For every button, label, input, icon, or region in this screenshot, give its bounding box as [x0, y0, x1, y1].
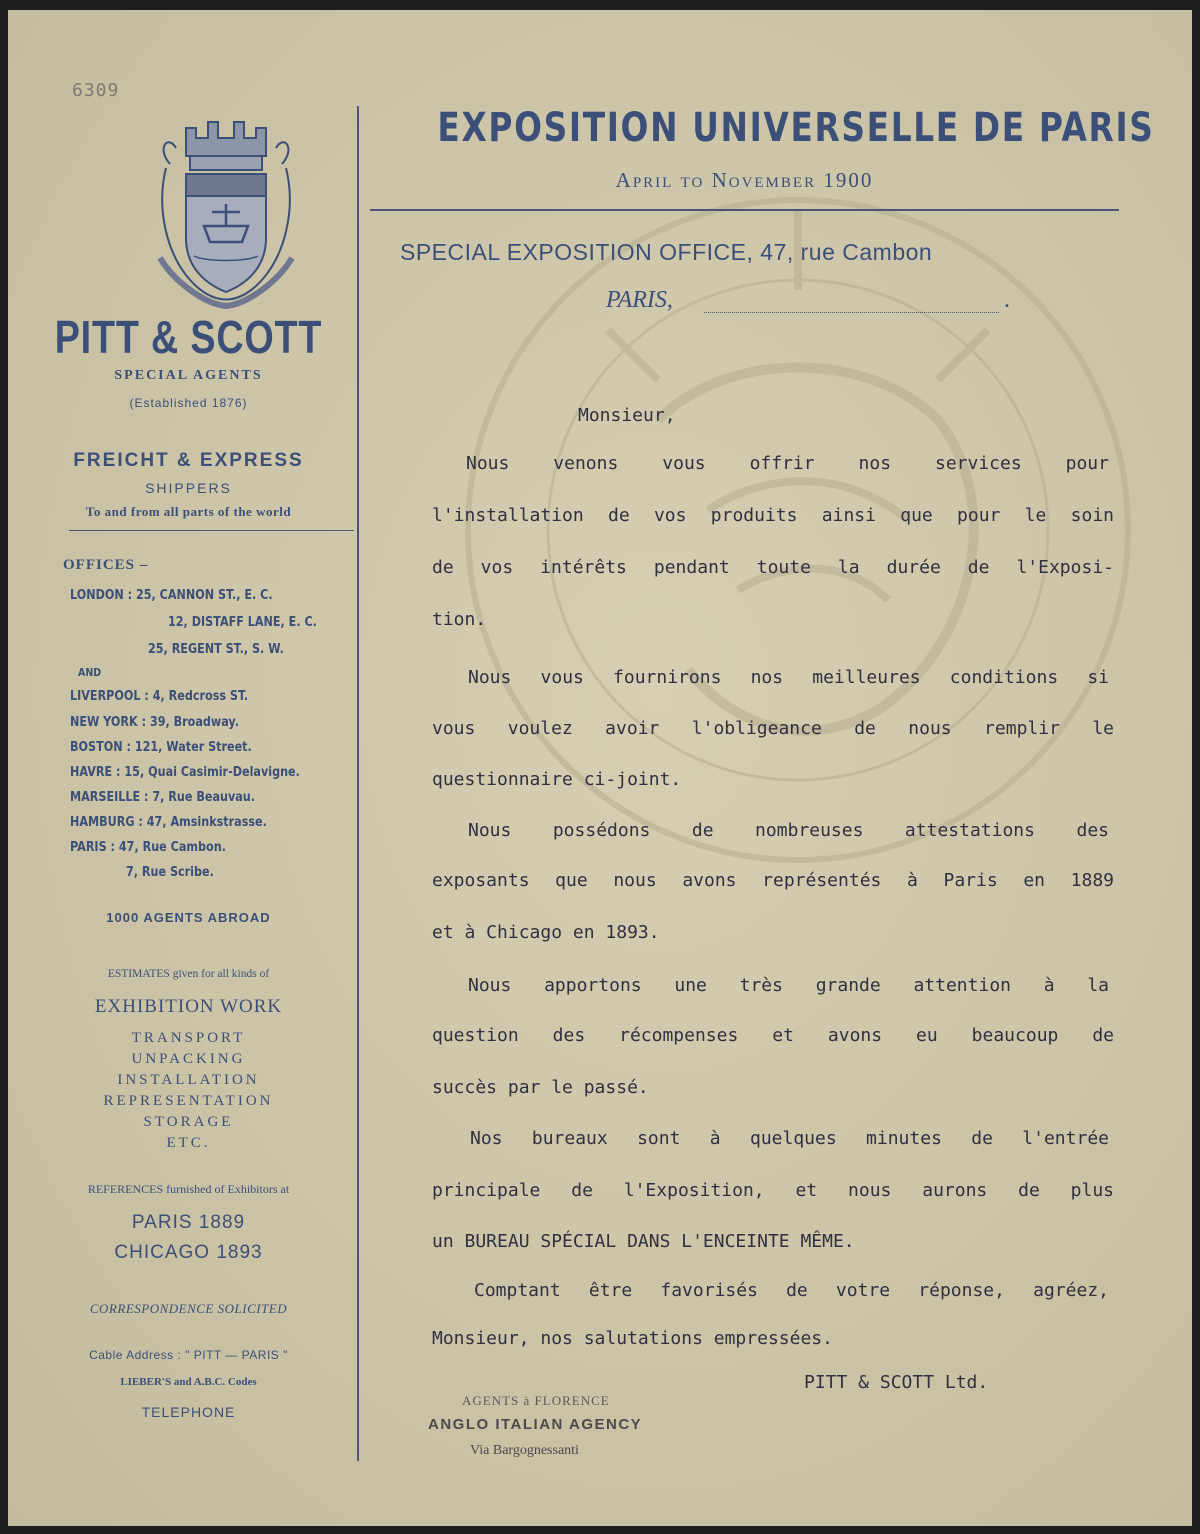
service-scope: To and from all parts of the world — [85, 504, 292, 519]
service-title: FREICHT & EXPRESS — [73, 450, 304, 471]
date-blank-line — [704, 312, 999, 313]
office-line: 25, REGENT ST., S. W. — [148, 642, 284, 657]
letter-line: Nous apportons une très grande attention à la — [468, 975, 1109, 996]
office-line: HAMBURG : 47, Amsinkstrasse. — [70, 815, 267, 830]
city-label: PARIS, — [606, 287, 673, 313]
letter-line: un BUREAU SPÉCIAL DANS L'ENCEINTE MÊME. — [432, 1231, 855, 1252]
letter-line: de vos intérêts pendant toute la durée de l'Exposi- — [432, 557, 1114, 578]
office-line: 12, DISTAFF LANE, E. C. — [168, 615, 317, 630]
firm-role: SPECIAL AGENTS — [114, 368, 263, 383]
letter-line: vous voulez avoir l'obligeance de nous remplir le — [432, 718, 1114, 739]
work-item: REPRESENTATION — [103, 1093, 274, 1109]
letter-line: question des récompenses et avons eu beaucoup de — [432, 1025, 1114, 1046]
letter-line: Nous possédons de nombreuses attestations des — [468, 820, 1109, 841]
firm-name: PITT & SCOTT — [54, 311, 323, 363]
archive-number: 6309 — [72, 80, 120, 101]
letter-line: et à Chicago en 1893. — [432, 922, 660, 943]
service-subtitle: SHIPPERS — [145, 480, 232, 496]
agents-abroad: 1000 AGENTS ABROAD — [106, 910, 271, 925]
letter-line: l'installation de vos produits ainsi que pour le soin — [432, 505, 1114, 526]
letter-line: questionnaire ci-joint. — [432, 769, 682, 790]
salutation: Monsieur, — [578, 405, 676, 426]
letter-body — [370, 10, 1155, 1526]
codes-note: LIEBER'S and A.B.C. Codes — [120, 1376, 257, 1388]
office-line: PARIS : 47, Rue Cambon. — [70, 840, 226, 855]
exposition-dates: April to November 1900 — [615, 168, 874, 192]
estimates-note: ESTIMATES given for all kinds of — [107, 968, 270, 980]
letter-line: Monsieur, nos salutations empressées. — [432, 1328, 833, 1349]
office-line: HAVRE : 15, Quai Casimir-Delavigne. — [70, 765, 300, 780]
city-end-mark: . — [1004, 287, 1010, 313]
correspondence-note: CORRESPONDENCE SOLICITED — [89, 1301, 288, 1316]
established-note: (Established 1876) — [129, 396, 248, 410]
letter-line: principale de l'Exposition, et nous aurons de plus — [432, 1180, 1114, 1201]
letterhead-page — [8, 10, 1192, 1526]
reference-year: PARIS 1889 — [131, 1212, 246, 1233]
work-item: UNPACKING — [131, 1051, 246, 1067]
office-line: AND — [78, 666, 102, 679]
florence-agent-line: AGENTS à FLORENCE — [462, 1393, 610, 1408]
telephone-label: TELEPHONE — [141, 1404, 236, 1420]
letter-line: tion. — [432, 609, 487, 630]
florence-agency-name: ANGLO ITALIAN AGENCY — [428, 1416, 643, 1433]
references-note: REFERENCES furnished of Exhibitors at — [87, 1182, 290, 1196]
work-item: STORAGE — [143, 1114, 234, 1130]
letter-line: Nous venons vous offrir nos services pour — [466, 453, 1109, 474]
office-line: MARSEILLE : 7, Rue Beauvau. — [70, 790, 255, 805]
work-item: TRANSPORT — [131, 1030, 246, 1046]
letter-line: exposants que nous avons représentés à Paris en 1889 — [432, 870, 1114, 891]
work-title: EXHIBITION WORK — [94, 996, 283, 1017]
exposition-title: EXPOSITION UNIVERSELLE DE PARIS — [437, 105, 1155, 151]
letter-line: Nos bureaux sont à quelques minutes de l'entrée — [470, 1128, 1109, 1149]
cable-address: Cable Address : " PITT — PARIS " — [89, 1348, 288, 1362]
office-line: LIVERPOOL : 4, Redcross ST. — [70, 689, 249, 704]
florence-address: Via Bargognessanti — [470, 1443, 579, 1458]
letter-line: Comptant être favorisés de votre réponse, agréez, — [474, 1280, 1109, 1301]
office-line: 7, Rue Scribe. — [126, 865, 214, 880]
office-address: SPECIAL EXPOSITION OFFICE, 47, rue Cambon — [400, 239, 933, 265]
reference-year: CHICAGO 1893 — [114, 1242, 263, 1263]
office-line: BOSTON : 121, Water Street. — [70, 740, 252, 755]
office-line: NEW YORK : 39, Broadway. — [70, 715, 239, 730]
letter-line: Nous vous fournirons nos meilleures conditions si — [468, 667, 1109, 688]
work-item: ETC. — [166, 1135, 211, 1151]
offices-title: OFFICES – — [63, 557, 149, 573]
office-line: LONDON : 25, CANNON ST., E. C. — [70, 588, 273, 603]
signature-line: PITT & SCOTT Ltd. — [804, 1372, 989, 1393]
work-item: INSTALLATION — [117, 1072, 260, 1088]
letter-line: succès par le passé. — [432, 1077, 649, 1098]
